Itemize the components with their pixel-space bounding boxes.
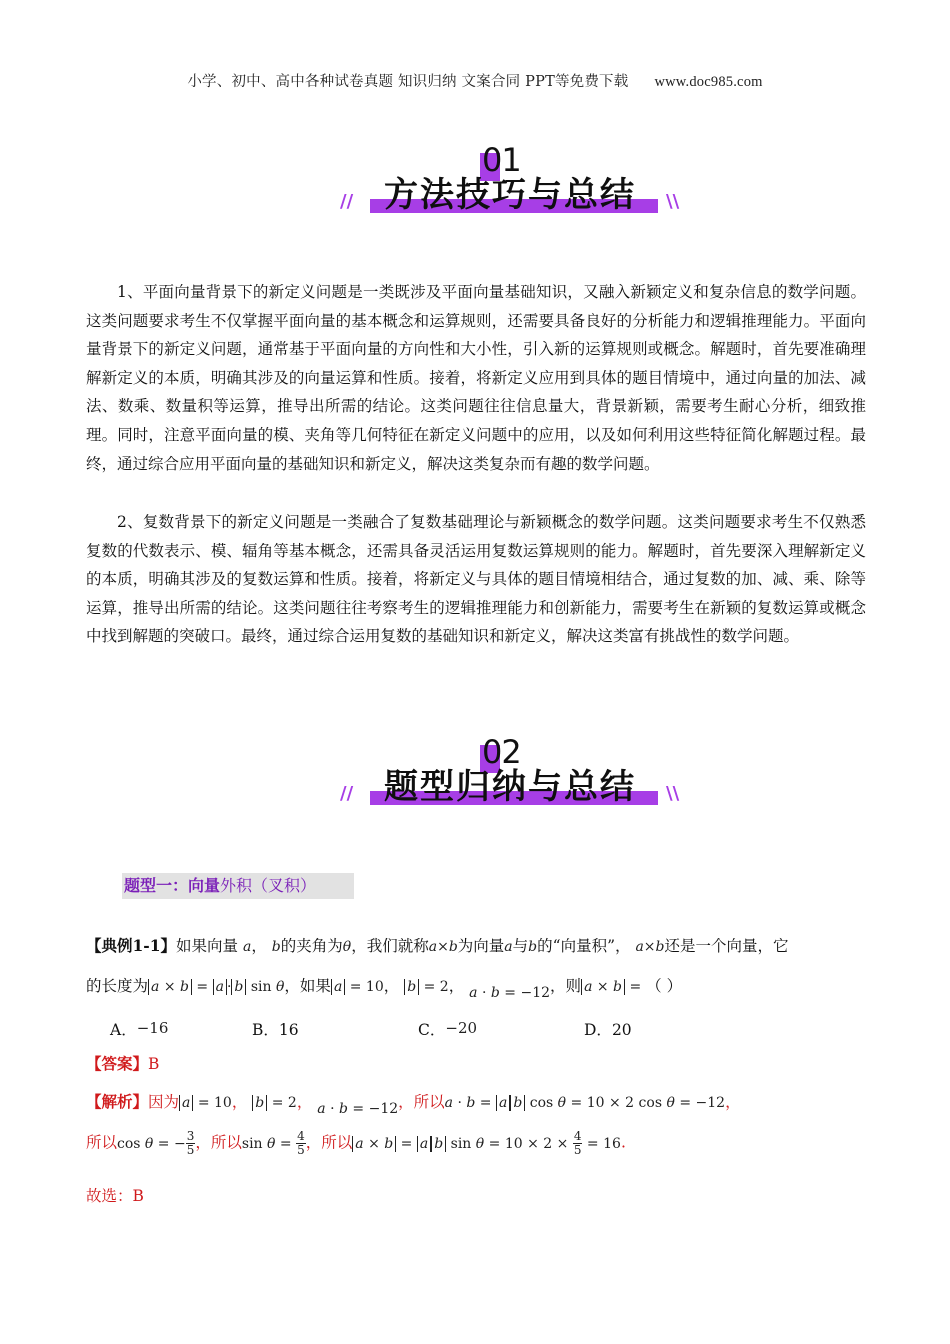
option-c[interactable]	[418, 1018, 477, 1040]
example-text: ，则	[550, 977, 582, 995]
option-value: 20	[611, 1021, 632, 1039]
math-abs-a-10: a = 10	[331, 979, 384, 995]
banner-slash-right-icon: \\	[666, 783, 680, 804]
example-text: ，如果	[284, 977, 331, 995]
analysis-text: ，	[231, 1093, 248, 1111]
answer-value: B	[148, 1055, 160, 1073]
option-value: −20	[445, 1019, 478, 1037]
answer-line	[86, 1052, 159, 1074]
math-cross-length-formula: a × b = a · b sin θ	[148, 979, 284, 995]
paragraph-1: 1、平面向量背景下的新定义问题是一类既涉及平面向量基础知识，又融入新颖定义和复杂信息的数学问题。这类问题要求考生不仅掌握平面向量的基本概念和运算规则，还需要具备良好的分析能力和逻辑推理能力。平面向量背景下的新定义问题，通常基于平面向量的方向性和大小性，引入新的运算规则或概念。解题时，首先要准确理解新定义的本质，明确其涉及的向量运算和性质。接着，将新定义应用到具体的题目情境中，通过向量的加法、减法、数乘、数量积等运算，推导出所需的结论。这类问题往往信息量大，背景新颖，需要考生耐心分析，细致推理。同时，注意平面向量的模、夹角等几何特征在新定义问题中的应用，以及如何利用这些特征简化解题过程。最终，通过综合应用平面向量的基础知识和新定义，解决这类复杂而有趣的数学问题。	[86, 283, 866, 473]
option-value: 16	[278, 1021, 299, 1039]
answer-label: 【答案】	[86, 1054, 149, 1073]
banner-title: 方法技巧与总结	[384, 175, 636, 215]
analysis-text: 因为	[148, 1093, 180, 1111]
banner-number: 02	[482, 733, 521, 771]
banner-slash-left-icon: //	[340, 783, 354, 804]
type-heading-rest: 外积（叉积）	[220, 876, 317, 895]
example-text: 的夹角为	[280, 937, 343, 955]
option-d[interactable]	[584, 1018, 632, 1040]
example-text: 与	[512, 937, 529, 955]
analysis-text: ，所以	[398, 1093, 445, 1111]
example-text: 的“向量积”，	[537, 937, 631, 955]
analysis-text: ，	[725, 1093, 741, 1111]
math-cross-result: a × b = a b sin θ = 10 × 2 × $\frac{4}{5}$ = 16	[352, 1136, 621, 1152]
type-heading-highlight: 题型一：向量	[124, 876, 221, 895]
math-abs-b-2: b = 2	[404, 979, 449, 995]
math-theta: θ	[342, 939, 352, 955]
analysis-line-2	[86, 1130, 626, 1157]
analysis-text: ，所以	[305, 1133, 353, 1152]
example-text: 的长度为	[86, 977, 149, 995]
option-label: C．	[418, 1021, 446, 1039]
option-b[interactable]	[252, 1018, 299, 1040]
section-banner-01	[330, 143, 690, 233]
example-text: ，	[251, 937, 267, 955]
math-a-cross-b: a×b	[428, 939, 458, 955]
banner-number: 01	[482, 141, 521, 179]
example-line-1	[86, 934, 789, 956]
analysis-text: 所以	[86, 1133, 118, 1152]
page-header	[0, 70, 950, 91]
example-text: 还是一个向量，它	[664, 937, 789, 955]
header-site: www.doc985.com	[654, 74, 763, 90]
question-type-heading	[122, 873, 354, 899]
math-sin-theta: sin θ = $\frac{4}{5}$	[241, 1129, 305, 1157]
example-text: 如果向量	[176, 937, 239, 955]
conclusion-line: 故选：B	[86, 1187, 144, 1205]
banner-slash-right-icon: \\	[666, 191, 680, 212]
paragraph-2: 2、复数背景下的新定义问题是一类融合了复数基础理论与新颖概念的数学问题。这类问题要求考生不仅熟悉复数的代数表示、模、辐角等基本概念，还需具备灵活运用复数运算规则的能力。解题时，首先要深入理解新定义的本质，明确其涉及的复数运算和性质。接着，将新定义与具体的题目情境相结合，通过复数的加、减、乘、除等运算，推导出所需的结论。这类问题往往考察考生的逻辑推理能力和创新能力，需要考生在新颖的复数运算或概念中找到解题的突破口。最终，通过综合运用复数的基础知识和新定义，解决这类富有挑战性的数学问题。	[86, 513, 866, 646]
math-dot-product: a · b = −12	[469, 985, 551, 1001]
math-a-cross-b: a×b	[635, 939, 665, 955]
math-a: a	[504, 939, 513, 955]
analysis-text: .	[620, 1133, 626, 1152]
banner-title: 题型归纳与总结	[384, 767, 636, 807]
math-b: b	[271, 939, 281, 955]
math-abs-a-10: a = 10	[179, 1095, 232, 1111]
option-a[interactable]	[110, 1018, 168, 1040]
math-dot-product: a · b = −12	[317, 1101, 399, 1117]
example-label: 【典例1-1】	[86, 936, 177, 955]
option-label: A．	[110, 1021, 137, 1039]
example-text: ，	[383, 977, 400, 995]
option-value: −16	[136, 1019, 169, 1037]
header-text: 小学、初中、高中各种试卷真题 知识归纳 文案合同 PPT等免费下载	[187, 74, 629, 90]
option-label: B．	[252, 1021, 279, 1039]
example-line-2	[86, 974, 682, 1001]
math-cos-theta: cos θ = − $\frac{3}{5}$	[117, 1129, 195, 1157]
option-label: D．	[584, 1021, 612, 1039]
example-text: ，我们就称	[351, 937, 429, 955]
math-abs-axb: a × b =	[581, 979, 641, 995]
section-banner-02	[330, 735, 690, 825]
example-text: ，	[448, 977, 465, 995]
math-a: a	[242, 939, 252, 955]
math-b: b	[528, 939, 538, 955]
math-abs-b-2: b = 2	[252, 1095, 297, 1111]
analysis-line-1	[86, 1090, 741, 1117]
math-dot-expansion: a · b = a b cos θ = 10 × 2 cos θ = −12	[444, 1095, 726, 1111]
example-text: 为向量	[457, 937, 505, 955]
analysis-text: ，	[296, 1093, 313, 1111]
analysis-text: ，所以	[195, 1133, 242, 1152]
banner-slash-left-icon: //	[340, 191, 354, 212]
example-text: （ ）	[646, 977, 683, 995]
analysis-label: 【解析】	[86, 1092, 149, 1111]
